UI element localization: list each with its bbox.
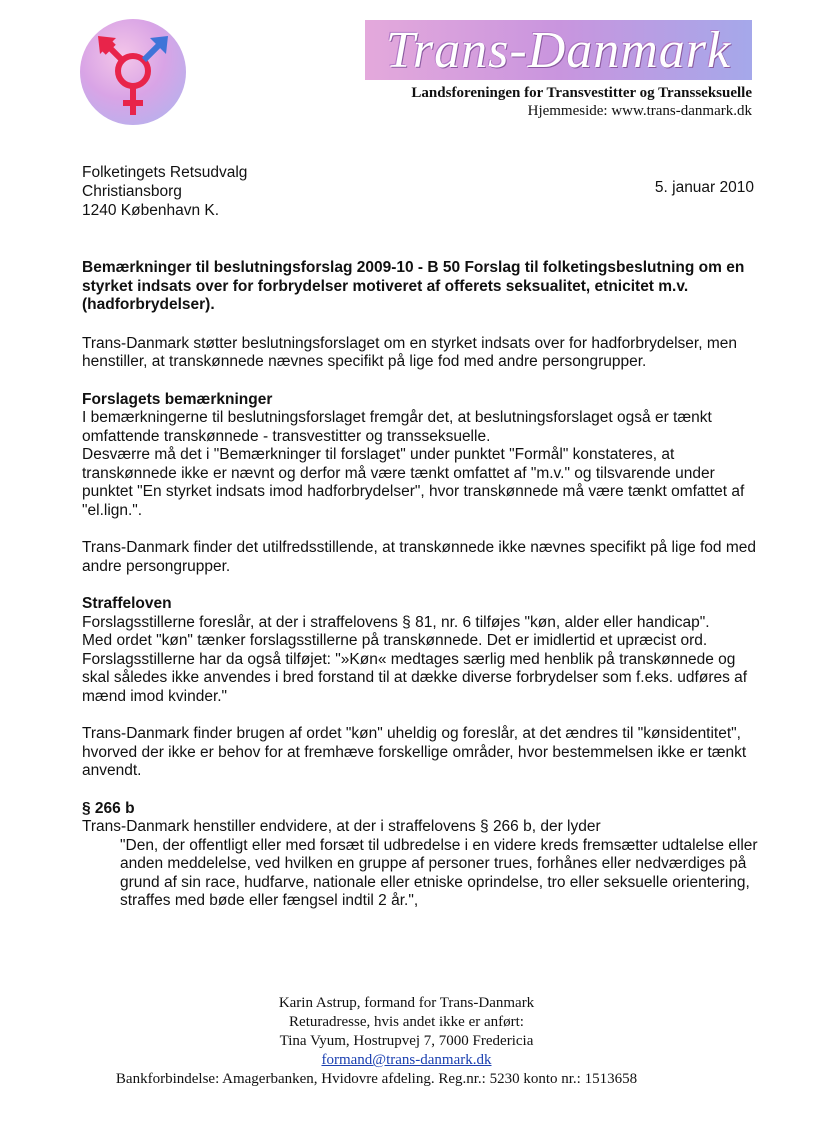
section2-paragraph-3: Trans-Danmark finder brugen af ordet "køn" uheldig og foreslår, at det ændres til "kønsidentitet", hvorved der ikke er behov for at fremhæve forskellige områder, hvor bestemmelsen ikke er tænkt anvendt. <box>82 725 747 779</box>
org-homepage: Hjemmeside: www.trans-danmark.dk <box>527 103 752 119</box>
section2-paragraph-2: Med ordet "køn" tænker forslagsstillerne på transkønnede. Det er imidlertid et upræcist ord. Forslagsstillerne har da også tilføjet: "»Køn« medtages særlig med henblik på transkønnede og skal således ikke anvendes i bred forstand til at dække diverse forbrydelser som f.eks. udføres af mænd imod kvinder." <box>82 632 748 705</box>
section3-quote: "Den, der offentligt eller med forsæt til udbredelse i en videre kreds fremsætter udtalelse eller anden meddelelse, ved hvilken en gruppe af personer trues, forhånes eller nedværdiges på grund af sin race, hudfarve, nationale eller etniske oprindelse, tro eller seksuelle orientering, straffes med bøde eller fængsel indtil 2 år.", <box>120 836 758 909</box>
section1-paragraph-3: Trans-Danmark finder det utilfredsstillende, at transkønnede ikke nævnes specifikt på lige fod med andre persongrupper. <box>82 539 757 575</box>
footer-return-label: Returadresse, hvis andet ikke er anført: <box>289 1014 524 1030</box>
section1-paragraph-2: Desværre må det i "Bemærkninger til forslaget" under punktet "Formål" konstateres, at transkønnede ikke er nævnt og derfor må være tænkt omfattet af "m.v." og tilsvarende under punktet "En styrket indsats imod hadforbrydelser", hvor transkønnede må være tænkt omfattet af "el.lign.". <box>82 446 745 519</box>
footer-email-link[interactable]: formand@trans-danmark.dk <box>321 1052 492 1068</box>
recipient-line-1: Folketingets Retsudvalg <box>82 164 248 181</box>
recipient-line-2: Christiansborg <box>82 183 182 200</box>
org-tagline: Landsforeningen for Transvestitter og Transseksuelle <box>411 85 752 101</box>
letter-title: Bemærkninger til beslutningsforslag 2009-10 - B 50 Forslag til folketingsbeslutning om en styrket indsats over for forbrydelser motiveret af offerets seksualitet, etnicitet m.v. (hadforbrydelser). <box>82 259 745 313</box>
org-subheader <box>411 84 752 120</box>
footer-signature: Karin Astrup, formand for Trans-Danmark <box>278 995 535 1011</box>
intro-paragraph: Trans-Danmark støtter beslutningsforslaget om en styrket indsats over for hadforbrydelser, men henstiller, at transkønnede nævnes specifikt på lige fod med andre persongrupper. <box>82 334 738 370</box>
letter-body <box>82 259 762 911</box>
transgender-symbol-icon <box>80 19 186 125</box>
section2-paragraph-1: Forslagsstillerne foreslår, at der i straffelovens § 81, nr. 6 tilføjes "køn, alder eller handicap". <box>82 613 710 631</box>
footer-bank-info: Bankforbindelse: Amagerbanken, Hvidovre afdeling. Reg.nr.: 5230 konto nr.: 1513658 <box>115 1071 638 1087</box>
footer-return-address: Tina Vyum, Hostrupvej 7, 7000 Fredericia <box>279 1033 534 1049</box>
section3-paragraph-1: Trans-Danmark henstiller endvidere, at der i straffelovens § 266 b, der lyder <box>82 818 601 835</box>
recipient-address <box>82 163 247 220</box>
org-banner <box>365 20 752 80</box>
recipient-line-3: 1240 København K. <box>82 202 220 219</box>
letter-date: 5. januar 2010 <box>654 179 754 196</box>
section-heading-266b: § 266 b <box>82 799 135 817</box>
letter-footer <box>0 994 813 1089</box>
banner-title: Trans-Danmark <box>385 21 732 79</box>
section-heading-bemaerkninger: Forslagets bemærkninger <box>82 390 273 408</box>
logo-circle <box>80 19 186 125</box>
section-heading-straffeloven: Straffeloven <box>82 595 172 612</box>
section1-paragraph-1: I bemærkningerne til beslutningsforslaget fremgår det, at beslutningsforslaget også er tænkt omfattende transkønnede - transvestitter og transseksuelle. <box>82 409 712 445</box>
